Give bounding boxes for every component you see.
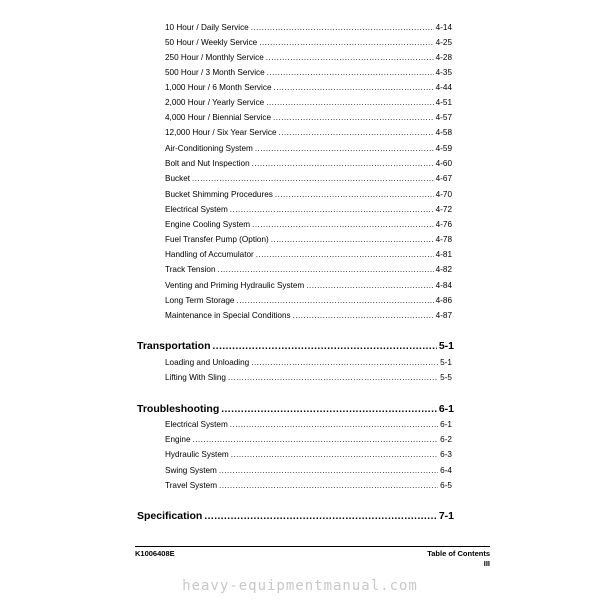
toc-entry-page: 6-5 bbox=[440, 481, 452, 490]
toc-entry[interactable] bbox=[165, 204, 452, 216]
toc-entry-label: 1,000 Hour / 6 Month Service bbox=[165, 83, 272, 92]
toc-entry[interactable] bbox=[165, 52, 452, 64]
toc-section-title: Specification bbox=[137, 510, 203, 522]
leader-dots bbox=[218, 264, 434, 276]
leader-dots bbox=[219, 480, 438, 492]
toc-entry-label: Travel System bbox=[165, 481, 218, 490]
leader-dots bbox=[213, 340, 437, 353]
toc-entry-page: 6-1 bbox=[440, 420, 452, 429]
toc-entry[interactable] bbox=[165, 310, 452, 322]
toc-section-page: 7-1 bbox=[438, 510, 454, 522]
toc-entry-label: Hydraulic System bbox=[165, 450, 229, 459]
leader-dots bbox=[219, 465, 438, 477]
toc-entry-page: 4-58 bbox=[435, 128, 452, 137]
toc-entry-page: 4-14 bbox=[435, 23, 452, 32]
leader-dots bbox=[193, 434, 439, 446]
toc-entry-page: 4-86 bbox=[435, 296, 452, 305]
toc-entry-label: Handling of Accumulator bbox=[165, 250, 254, 259]
toc-entry-page: 4-67 bbox=[435, 174, 452, 183]
toc-entry-page: 4-84 bbox=[435, 281, 452, 290]
toc-entry-label: Electrical System bbox=[165, 205, 228, 214]
toc-entry-label: 12,000 Hour / Six Year Service bbox=[165, 128, 277, 137]
toc-entry-page: 5-5 bbox=[440, 373, 452, 382]
toc-entry-label: Air-Conditioning System bbox=[165, 144, 253, 153]
toc-entry-label: 250 Hour / Monthly Service bbox=[165, 53, 264, 62]
toc-entry[interactable] bbox=[165, 219, 452, 231]
toc-entry-label: Track Tension bbox=[165, 265, 216, 274]
toc-entry-label: Loading and Unloading bbox=[165, 358, 250, 367]
toc-entry-label: 10 Hour / Daily Service bbox=[165, 23, 249, 32]
toc-entry-page: 4-72 bbox=[435, 205, 452, 214]
toc-entry[interactable] bbox=[165, 372, 452, 384]
toc-entry-label: 500 Hour / 3 Month Service bbox=[165, 68, 265, 77]
toc-entry[interactable] bbox=[165, 127, 452, 139]
toc-entry-label: 2,000 Hour / Yearly Service bbox=[165, 98, 265, 107]
toc-entry[interactable] bbox=[165, 143, 452, 155]
toc-section-title: Transportation bbox=[137, 340, 211, 352]
toc-entry-page: 4-70 bbox=[435, 190, 452, 199]
toc-entry[interactable] bbox=[165, 295, 452, 307]
leader-dots bbox=[306, 280, 433, 292]
leader-dots bbox=[279, 127, 434, 139]
toc-entry[interactable] bbox=[165, 434, 452, 446]
toc-section-specification[interactable] bbox=[137, 509, 454, 523]
toc-entry[interactable] bbox=[165, 280, 452, 292]
toc-section-title: Troubleshooting bbox=[137, 403, 220, 415]
toc-entry-page: 4-87 bbox=[435, 311, 452, 320]
leader-dots bbox=[255, 143, 434, 155]
leader-dots bbox=[271, 234, 434, 246]
toc-entry-label: Lifting With Sling bbox=[165, 373, 226, 382]
toc-entry-page: 5-1 bbox=[440, 358, 452, 367]
toc-entry-page: 4-44 bbox=[435, 83, 452, 92]
toc-entry[interactable] bbox=[165, 67, 452, 79]
toc-entry-page: 6-4 bbox=[440, 466, 452, 475]
leader-dots bbox=[251, 22, 434, 34]
footer-page-number: III bbox=[483, 559, 490, 568]
toc-entry[interactable] bbox=[165, 419, 452, 431]
toc-entry-label: Fuel Transfer Pump (Option) bbox=[165, 235, 269, 244]
toc-entry-page: 6-2 bbox=[440, 435, 452, 444]
leader-dots bbox=[266, 97, 433, 109]
leader-dots bbox=[204, 510, 436, 523]
toc-entry[interactable] bbox=[165, 234, 452, 246]
leader-dots bbox=[192, 173, 434, 185]
toc-entry[interactable] bbox=[165, 264, 452, 276]
toc-entry[interactable] bbox=[165, 158, 452, 170]
leader-dots bbox=[221, 403, 437, 416]
toc-entry[interactable] bbox=[165, 449, 452, 461]
toc-entry[interactable] bbox=[165, 357, 452, 369]
toc-section-page: 5-1 bbox=[438, 340, 454, 352]
footer-section-name: Table of Contents bbox=[427, 549, 490, 558]
toc-entry-label: 4,000 Hour / Biennial Service bbox=[165, 113, 272, 122]
toc-entry[interactable] bbox=[165, 22, 452, 34]
toc-entry[interactable] bbox=[165, 112, 452, 124]
toc-entry-page: 4-28 bbox=[435, 53, 452, 62]
toc-entry-label: Engine bbox=[165, 435, 191, 444]
toc-entry-label: Bolt and Nut Inspection bbox=[165, 159, 250, 168]
leader-dots bbox=[230, 204, 434, 216]
toc-entry-label: Bucket bbox=[165, 174, 191, 183]
toc-entry-label: Swing System bbox=[165, 466, 217, 475]
toc-entry-page: 6-3 bbox=[440, 450, 452, 459]
toc-entry-label: Bucket Shimming Procedures bbox=[165, 190, 273, 199]
toc-entry-page: 4-35 bbox=[435, 68, 452, 77]
leader-dots bbox=[231, 449, 438, 461]
toc-entry-page: 4-82 bbox=[435, 265, 452, 274]
leader-dots bbox=[236, 295, 433, 307]
leader-dots bbox=[259, 37, 433, 49]
leader-dots bbox=[251, 357, 438, 369]
leader-dots bbox=[273, 112, 434, 124]
leader-dots bbox=[256, 249, 434, 261]
toc-entry-page: 4-57 bbox=[435, 113, 452, 122]
toc-entry-label: 50 Hour / Weekly Service bbox=[165, 38, 258, 47]
toc-entry-label: Electrical System bbox=[165, 420, 228, 429]
leader-dots bbox=[266, 52, 434, 64]
toc-entry-page: 4-76 bbox=[435, 220, 452, 229]
leader-dots bbox=[275, 189, 434, 201]
toc-entry[interactable] bbox=[165, 82, 452, 94]
leader-dots bbox=[274, 82, 434, 94]
toc-entry-label: Venting and Priming Hydraulic System bbox=[165, 281, 305, 290]
leader-dots bbox=[293, 310, 434, 322]
toc-entry-label: Maintenance in Special Conditions bbox=[165, 311, 291, 320]
toc-entry[interactable] bbox=[165, 173, 452, 185]
footer-doc-number: K1006408E bbox=[135, 549, 175, 558]
leader-dots bbox=[228, 372, 438, 384]
toc-entry[interactable] bbox=[165, 189, 452, 201]
footer-rule bbox=[135, 546, 490, 547]
leader-dots bbox=[267, 67, 434, 79]
toc-section-transportation[interactable] bbox=[137, 339, 454, 353]
toc-entry-page: 4-81 bbox=[435, 250, 452, 259]
toc-entry-page: 4-60 bbox=[435, 159, 452, 168]
toc-entry[interactable] bbox=[165, 465, 452, 477]
toc-entry[interactable] bbox=[165, 249, 452, 261]
toc-entry-label: Long Term Storage bbox=[165, 296, 235, 305]
toc-entry-page: 4-25 bbox=[435, 38, 452, 47]
leader-dots bbox=[252, 158, 434, 170]
toc-section-page: 6-1 bbox=[438, 403, 454, 415]
toc-entry-page: 4-59 bbox=[435, 144, 452, 153]
watermark: heavy-equipmentmanual.com bbox=[182, 578, 418, 594]
toc-entry-page: 4-51 bbox=[435, 98, 452, 107]
toc-entry-label: Engine Cooling System bbox=[165, 220, 251, 229]
toc-entry[interactable] bbox=[165, 480, 452, 492]
toc-section-troubleshooting[interactable] bbox=[137, 402, 454, 416]
leader-dots bbox=[252, 219, 434, 231]
leader-dots bbox=[230, 419, 438, 431]
toc-entry[interactable] bbox=[165, 37, 452, 49]
toc-entry-page: 4-78 bbox=[435, 235, 452, 244]
toc-entry[interactable] bbox=[165, 97, 452, 109]
